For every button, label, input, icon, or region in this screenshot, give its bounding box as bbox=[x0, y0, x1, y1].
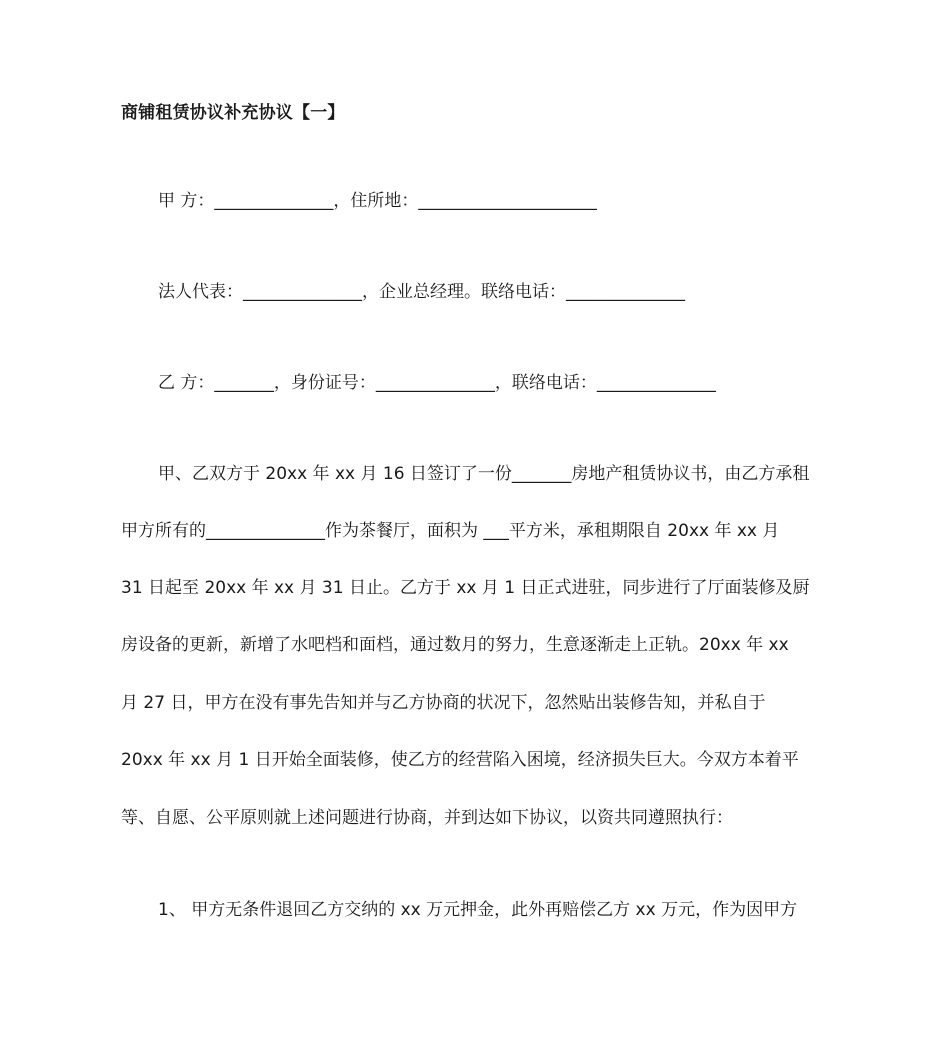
paragraph-1-line-6: 20xx 年 xx 月 1 日开始全面装修，使乙方的经营陷入困境，经济损失巨大。今双方本着平 bbox=[121, 750, 799, 770]
party-a-line: 甲 方：______________，住所地：_____________________ bbox=[158, 191, 597, 211]
clause-1-line: 1、 甲方无条件退回乙方交纳的 xx 万元押金，此外再赔偿乙方 xx 万元，作为因甲方 bbox=[158, 900, 798, 920]
paragraph-1-line-4: 房设备的更新，新增了水吧档和面档，通过数月的努力，生意逐渐走上正轨。20xx 年 xx bbox=[121, 635, 789, 655]
paragraph-1-line-5: 月 27 日，甲方在没有事先告知并与乙方协商的状况下，忽然贴出装修告知，并私自于 bbox=[121, 693, 766, 713]
paragraph-1-line-3: 31 日起至 20xx 年 xx 月 31 日止。乙方于 xx 月 1 日正式进驻，同步进行了厅面装修及厨 bbox=[121, 578, 810, 598]
legal-rep-line: 法人代表：______________，企业总经理。联络电话：______________ bbox=[158, 282, 685, 302]
paragraph-1-line-2: 甲方所有的______________作为茶餐厅，面积为 ___平方米，承租期限自 20xx 年 xx 月 bbox=[121, 521, 780, 541]
paragraph-1-line-1: 甲、乙双方于 20xx 年 xx 月 16 日签订了一份_______房地产租赁协议书，由乙方承租 bbox=[158, 464, 810, 484]
document-title: 商铺租赁协议补充协议【一】 bbox=[121, 103, 345, 123]
paragraph-1-line-7: 等、自愿、公平原则就上述问题进行协商，并到达如下协议，以资共同遵照执行： bbox=[121, 808, 733, 828]
party-b-line: 乙 方：_______，身份证号：______________，联络电话：______________ bbox=[158, 373, 716, 393]
